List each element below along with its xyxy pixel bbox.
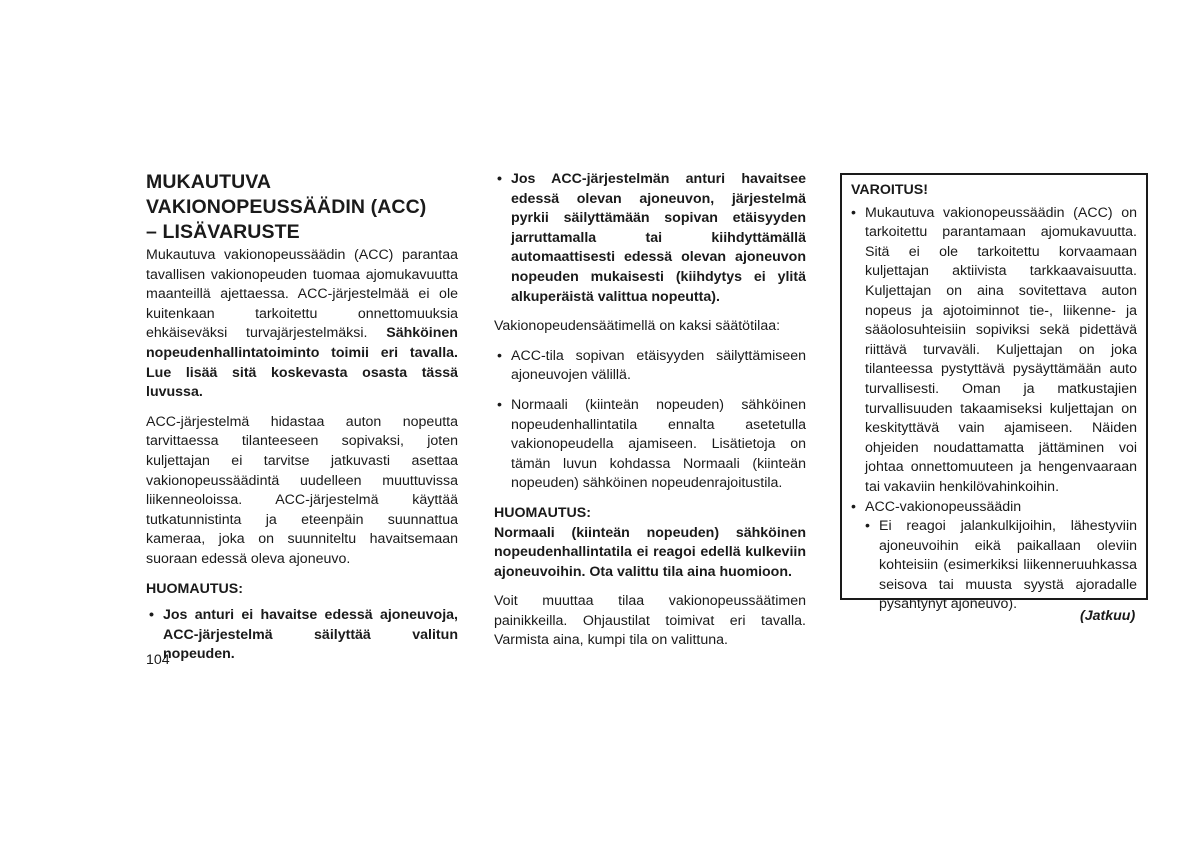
- change-mode-paragraph: Voit muuttaa tilaa vakionopeussäätimen painikkeilla. Ohjaustilat toimivat eri tavalla. Varmista aina, kumpi tila on valittuna.: [494, 593, 806, 649]
- title-line-2: VAKIONOPEUSSÄÄDIN (ACC): [146, 196, 427, 218]
- intro-text: Mukautuva vakionopeussäädin (ACC) parantaa tavallisen vakionopeuden tuomaa ajomukavuutta maanteillä ajettaessa. ACC-järjestelmää ei ole kuitenkaan tarkoitettu onnettomuuksia ehkäiseväksi turvajärjestelmäksi.: [146, 247, 458, 342]
- intro-bold-text: Sähköinen nopeudenhallintatoiminto toimii eri tavalla. Lue lisää sitä koskevasta osasta tässä luvussa.: [146, 325, 458, 401]
- column-left: [146, 170, 458, 675]
- modes-intro: Vakionopeudensäätimellä on kaksi säätötilaa:: [494, 318, 781, 335]
- acc-mode-bullet: • ACC-tila sopivan etäisyyden säilyttämiseen ajoneuvojen välillä.: [494, 347, 806, 386]
- warning-bullet-1: • Mukautuva vakionopeussäädin (ACC) on tarkoitettu parantamaan ajomukavuutta. Sitä ei ole tarkoitettu korvaamaan kuljettajan aktiivista tarkkaavaisuutta. Kuljettajan on aina sovitettava auton nopeus ja ajotoiminnot tie-, liikenne- ja sääolosuhteisiin sopiviksi sekä pidettävä riittävä turvaväli. Kuljettajan on joka tilanteessa pystyttävä pysäyttämään auto turvallisesti. Oman ja matkustajien turvallisuuden takaamiseksi kuljettajan on keskityttävä vain ajamiseen. Näiden ohjeiden noudattamatta jättäminen voi johtaa onnettomuuteen ja hengenvaaraan tai vakaviin henkilövahinkoihin.: [851, 204, 1137, 498]
- warning-sub-bullet: • Ei reagoi jalankulkijoihin, lähestyviin ajoneuvoihin eikä paikallaan oleviin kohteisiin (esimerkiksi liikenneruuhkassa seisova tai muusta syystä ajoradalle pysähtynyt ajoneuvo).: [851, 517, 1137, 615]
- sensor-bullet: • Jos ACC-järjestelmän anturi havaitsee edessä olevan ajoneuvon, järjestelmä pyrkii säilyttämään sopivan etäisyyden jarruttamalla tai kiihdyttämällä automaattisesti edessä olevan ajoneuvon nopeuden mukaisesti (kiihdytys ei ylitä alkuperäistä valittua nopeutta).: [494, 170, 806, 307]
- page-number: 104: [146, 652, 170, 668]
- warning-bullet-2: • ACC-vakionopeussäädin: [851, 498, 1137, 518]
- column-middle: [494, 170, 806, 661]
- note-heading-left: HUOMAUTUS:: [146, 580, 243, 597]
- acc-description-paragraph: ACC-järjestelmä hidastaa auton nopeutta tarvittaessa tilanteeseen sopivaksi, joten kuljettajan ei tarvitse jatkuvasti asettaa vakionopeussäädintä uudelleen muuttuvissa liikenneoloissa. ACC-järjestelmä käyttää tutkatunnistinta ja eteenpäin suunnattua kameraa, joka on suunniteltu havaitsemaan suoraan edessä oleva ajoneuvo.: [146, 413, 458, 567]
- warning-title: VAROITUS!: [851, 182, 928, 198]
- section-title: [146, 170, 458, 245]
- warning-box: [840, 173, 1148, 613]
- continued-label: (Jatkuu): [1080, 608, 1136, 624]
- note-bullet-left: • Jos anturi ei havaitse edessä ajoneuvoja, ACC-järjestelmä säilyttää valitun nopeuden.: [146, 606, 458, 665]
- title-line-3: – LISÄVARUSTE: [146, 221, 300, 243]
- title-line-1: MUKAUTUVA: [146, 171, 272, 193]
- normal-mode-bullet: • Normaali (kiinteän nopeuden) sähköinen nopeudenhallintatila ennalta asetetulla vakionopeudella ajamiseen. Lisätietoja on tämän luvun kohdassa Normaali (kiinteän nopeuden) sähköinen nopeudenrajoitustila.: [494, 396, 806, 494]
- intro-paragraph: [146, 246, 458, 403]
- note-text-middle: Normaali (kiinteän nopeuden) sähköinen nopeudenhallintatila ei reagoi edellä kulkeviin ajoneuvoihin. Ota valittu tila aina huomioon.: [494, 524, 806, 580]
- column-right: [840, 173, 1152, 613]
- note-heading-middle: HUOMAUTUS:: [494, 504, 591, 521]
